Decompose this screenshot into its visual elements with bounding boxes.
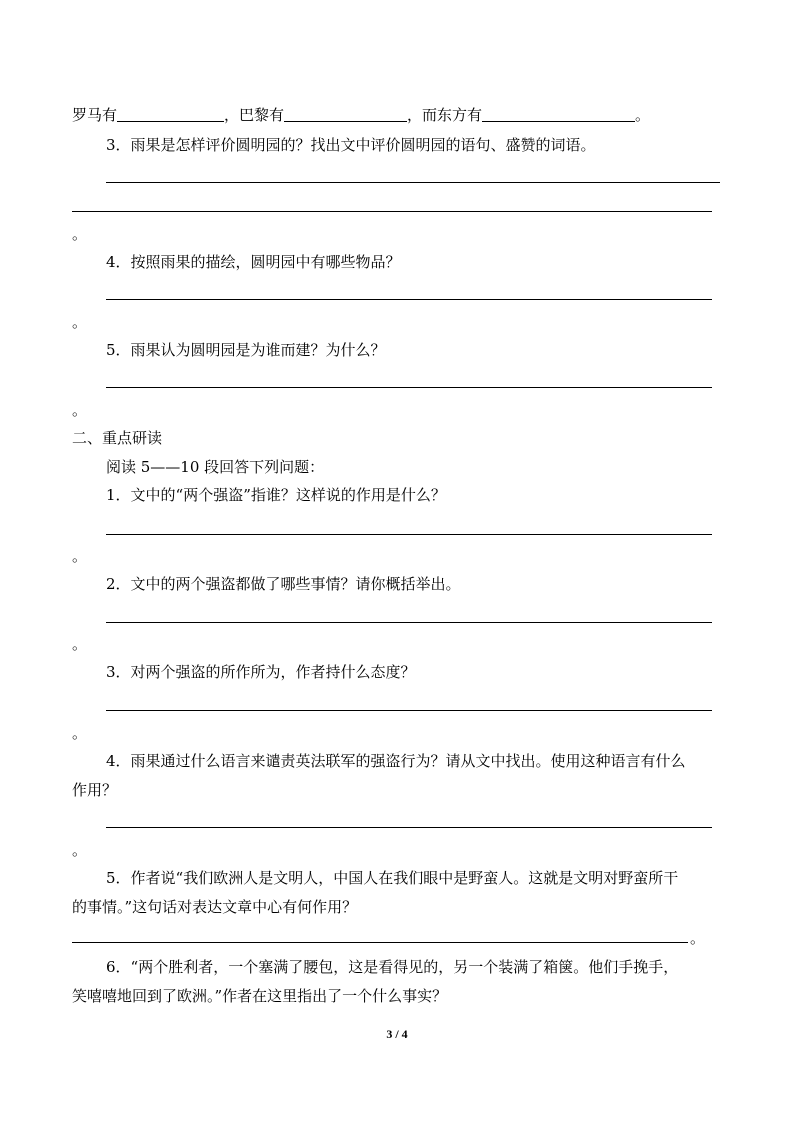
answer-line[interactable] [106, 622, 712, 623]
section-heading: 二、重点研读 [72, 429, 163, 447]
fill-text-end: 。 [635, 106, 651, 124]
question-2-4-line2: 作用？ [72, 781, 118, 799]
question-2-2: 2．文中的两个强盗都做了哪些事情？请你概括举出。 [106, 575, 461, 593]
question-1-5: 5．雨果认为圆明园是为谁而建？为什么？ [106, 341, 386, 359]
answer-line[interactable] [106, 534, 712, 535]
fill-text-1: 罗马有 [72, 106, 118, 124]
period-mark: 。 [72, 547, 88, 565]
question-1-4: 4．按照雨果的描绘，圆明园中有哪些物品？ [106, 253, 401, 271]
answer-line[interactable] [106, 387, 712, 388]
question-2-3: 3．对两个强盗的所作所为，作者持什么态度？ [106, 663, 416, 681]
fill-text-3: ，而东方有 [407, 106, 483, 124]
period-mark: 。 [72, 401, 88, 419]
period-mark: 。 [72, 313, 88, 331]
answer-line[interactable] [72, 942, 688, 943]
blank-rome[interactable] [117, 106, 224, 122]
blank-paris[interactable] [284, 106, 407, 122]
question-2-6-line1: 6．“两个胜利者，一个塞满了腰包，这是看得见的，另一个装满了箱箧。他们手挽手， [106, 958, 679, 976]
question-2-4-line1: 4．雨果通过什么语言来谴责英法联军的强盗行为？请从文中找出。使用这种语言有什么 [106, 752, 686, 770]
question-2-5-line1: 5．作者说“我们欧洲人是文明人，中国人在我们眼中是野蛮人。这就是文明对野蛮所干 [106, 869, 679, 887]
fill-in-sentence [72, 105, 650, 125]
question-2-6-line2: 笑嘻嘻地回到了欧洲。”作者在这里指出了一个什么事实？ [72, 987, 448, 1005]
period-mark: 。 [72, 724, 88, 742]
answer-line[interactable] [106, 827, 712, 828]
question-2-5-line2: 的事情。”这句话对表达文章中心有何作用？ [72, 898, 358, 916]
question-1-3: 3．雨果是怎样评价圆明园的？找出文中评价圆明园的语句、盛赞的词语。 [106, 136, 596, 154]
period-mark: 。 [690, 929, 706, 947]
fill-text-2: ，巴黎有 [224, 106, 285, 124]
answer-line[interactable] [72, 211, 712, 212]
question-2-1: 1．文中的“两个强盗”指谁？这样说的作用是什么？ [106, 486, 446, 504]
answer-line[interactable] [106, 182, 720, 183]
period-mark: 。 [72, 635, 88, 653]
page-number: 3 / 4 [386, 1027, 408, 1041]
period-mark: 。 [72, 841, 88, 859]
reading-instruction: 阅读 5——10 段回答下列问题： [106, 458, 325, 476]
answer-line[interactable] [106, 299, 712, 300]
answer-line[interactable] [106, 710, 712, 711]
blank-east[interactable] [482, 106, 635, 122]
period-mark: 。 [72, 225, 88, 243]
